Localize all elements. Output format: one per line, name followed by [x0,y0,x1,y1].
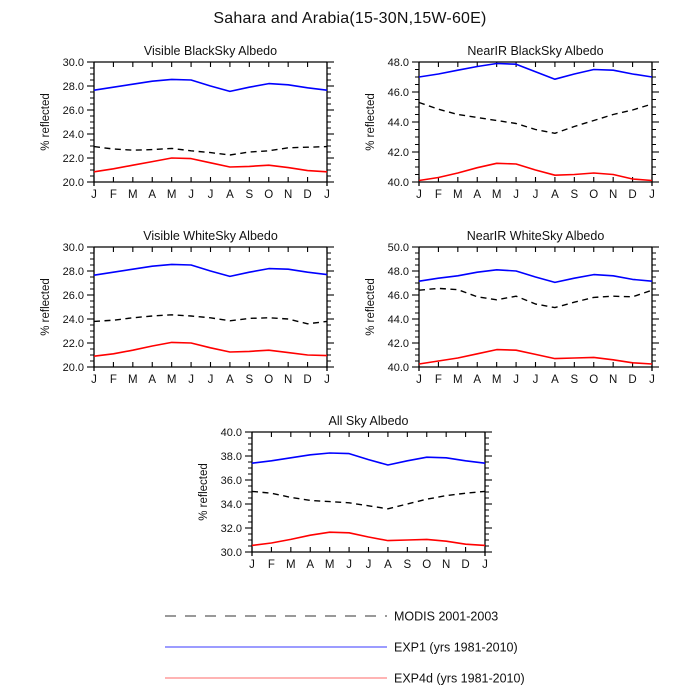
series-line-exp4d-yrs-1981-2010 [94,342,327,356]
month-tick-label: J [188,189,194,201]
series-line-modis-2001-2003 [94,315,327,324]
y-tick-label: 46.0 [387,87,409,99]
series-line-exp4d-yrs-1981-2010 [252,532,485,545]
y-tick-label: 32.0 [220,523,242,535]
y-tick-label: 24.0 [62,314,84,326]
x-axis-month-ticks [94,62,327,182]
y-tick-label: 30.0 [220,547,242,559]
series-line-exp1-yrs-1981-2010 [419,270,652,283]
y-tick-label: 36.0 [220,475,242,487]
month-tick-label: A [551,374,559,386]
y-tick-label: 40.0 [387,362,409,374]
series-line-modis-2001-2003 [419,288,652,307]
series-line-modis-2001-2003 [94,147,327,155]
month-tick-label: M [453,189,463,201]
month-tick-label: F [109,189,117,201]
month-tick-label: J [532,374,539,386]
y-tick-label: 20.0 [62,177,84,189]
month-tick-label: J [91,189,97,201]
panel-nearir-whitesky-albedo [365,229,659,386]
month-tick-label: M [491,374,502,386]
month-tick-label: O [589,374,599,386]
month-tick-label: J [207,189,214,201]
month-tick-label: F [267,559,275,571]
y-tick-label: 22.0 [62,338,84,350]
month-tick-label: S [245,374,254,386]
y-axis-title: % reflected [365,93,377,151]
panel-title: Visible WhiteSky Albedo [143,229,278,243]
month-tick-label: N [609,189,618,201]
y-tick-label: 34.0 [220,499,242,511]
month-tick-label: S [570,189,579,201]
panel-title: All Sky Albedo [328,414,409,428]
y-tick-label: 40.0 [387,177,409,189]
y-axis-ticks [412,62,659,182]
series-line-exp1-yrs-1981-2010 [94,264,327,276]
y-tick-label: 50.0 [387,242,409,254]
month-tick-label: J [649,189,655,201]
panel-title: Visible BlackSky Albedo [143,44,278,58]
y-axis-title: % reflected [365,278,377,336]
series-line-exp1-yrs-1981-2010 [252,453,485,465]
month-tick-label: S [403,559,412,571]
month-tick-label: J [649,374,655,386]
month-tick-label: M [286,559,296,571]
month-tick-label: N [284,189,293,201]
month-tick-label: A [384,559,392,571]
month-tick-label: J [207,374,214,386]
y-axis-ticks [87,247,334,367]
series-line-exp1-yrs-1981-2010 [94,79,327,91]
month-tick-label: O [264,374,274,386]
month-tick-label: D [628,374,637,386]
x-axis-month-labels [416,189,655,201]
y-axis-tick-labels [388,242,409,374]
panel-visible-blacksky-albedo [40,44,334,201]
month-tick-label: O [422,559,432,571]
x-axis-month-labels [91,189,330,201]
series-line-exp4d-yrs-1981-2010 [94,158,327,172]
month-tick-label: M [166,189,177,201]
month-tick-label: A [473,189,482,201]
month-tick-label: J [416,374,422,386]
month-tick-label: M [166,374,177,386]
y-tick-label: 26.0 [62,105,84,117]
y-axis-ticks [87,62,334,182]
y-tick-label: 38.0 [220,451,242,463]
month-tick-label: J [513,374,519,386]
month-tick-label: J [249,559,255,571]
y-axis-tick-labels [63,57,84,189]
y-tick-label: 44.0 [387,117,409,129]
month-tick-label: M [453,374,463,386]
y-axis-title: % reflected [198,463,210,521]
y-tick-label: 30.0 [62,57,84,69]
month-tick-label: J [416,189,422,201]
y-tick-label: 42.0 [387,147,409,159]
month-tick-label: S [245,189,254,201]
page-title: Sahara and Arabia(15-30N,15W-60E) [213,10,487,27]
month-tick-label: F [109,374,117,386]
month-tick-label: F [434,374,442,386]
month-tick-label: J [346,559,352,571]
month-tick-label: D [303,374,312,386]
month-tick-label: S [570,374,579,386]
y-axis-ticks [412,247,659,367]
y-tick-label: 40.0 [220,427,242,439]
month-tick-label: O [589,189,599,201]
y-tick-label: 24.0 [62,129,84,141]
y-tick-label: 30.0 [62,242,84,254]
y-axis-title: % reflected [40,93,52,151]
x-axis-month-labels [249,559,488,571]
month-tick-label: N [284,374,293,386]
month-tick-label: M [324,559,335,571]
month-tick-label: A [226,189,234,201]
series-line-modis-2001-2003 [252,491,485,508]
y-axis-tick-labels [388,57,409,189]
month-tick-label: D [303,189,312,201]
y-tick-label: 42.0 [387,338,409,350]
legend-label-exp1: EXP1 (yrs 1981-2010) [394,640,518,655]
legend-item-modis [165,610,498,624]
month-tick-label: D [461,559,470,571]
month-tick-label: J [532,189,539,201]
y-axis-title: % reflected [40,278,52,336]
legend-label-exp4d: EXP4d (yrs 1981-2010) [394,671,525,686]
month-tick-label: A [148,374,157,386]
month-tick-label: D [628,189,637,201]
x-axis-month-ticks [252,432,485,552]
legend-label-modis: MODIS 2001-2003 [394,609,499,624]
legend-item-exp4d [165,672,525,686]
month-tick-label: M [128,189,138,201]
panel-all-sky-albedo [198,414,492,571]
y-tick-label: 48.0 [387,57,409,69]
month-tick-label: F [434,189,442,201]
y-tick-label: 48.0 [387,266,409,278]
y-axis-tick-labels [221,427,242,559]
plot-frame [419,247,652,371]
month-tick-label: A [226,374,234,386]
month-tick-label: M [491,189,502,201]
y-tick-label: 46.0 [387,290,409,302]
y-tick-label: 20.0 [62,362,84,374]
month-tick-label: J [365,559,372,571]
month-tick-label: A [148,189,157,201]
x-axis-month-ticks [419,62,652,182]
y-tick-label: 28.0 [62,81,84,93]
series-line-modis-2001-2003 [419,103,652,134]
y-axis-tick-labels [63,242,84,374]
month-tick-label: M [128,374,138,386]
x-axis-month-labels [416,374,655,386]
x-axis-month-labels [91,374,330,386]
panel-visible-whitesky-albedo [40,229,334,386]
y-tick-label: 26.0 [62,290,84,302]
y-tick-label: 22.0 [62,153,84,165]
month-tick-label: J [91,374,97,386]
plot-frame [419,62,652,186]
legend-item-exp1 [165,641,518,655]
month-tick-label: J [513,189,519,201]
y-tick-label: 44.0 [387,314,409,326]
panel-nearir-blacksky-albedo [365,44,659,201]
legend [165,610,525,686]
month-tick-label: A [473,374,482,386]
month-tick-label: N [442,559,451,571]
series-line-exp4d-yrs-1981-2010 [419,350,652,364]
x-axis-month-ticks [94,247,327,367]
month-tick-label: A [551,189,559,201]
panel-title: NearIR BlackSky Albedo [467,44,604,58]
y-axis-ticks [245,432,492,552]
panel-title: NearIR WhiteSky Albedo [466,229,605,243]
y-tick-label: 28.0 [62,266,84,278]
month-tick-label: N [609,374,618,386]
month-tick-label: J [482,559,488,571]
x-axis-month-ticks [419,247,652,367]
month-tick-label: J [188,374,194,386]
month-tick-label: A [306,559,315,571]
month-tick-label: O [264,189,274,201]
month-tick-label: J [324,374,330,386]
month-tick-label: J [324,189,330,201]
